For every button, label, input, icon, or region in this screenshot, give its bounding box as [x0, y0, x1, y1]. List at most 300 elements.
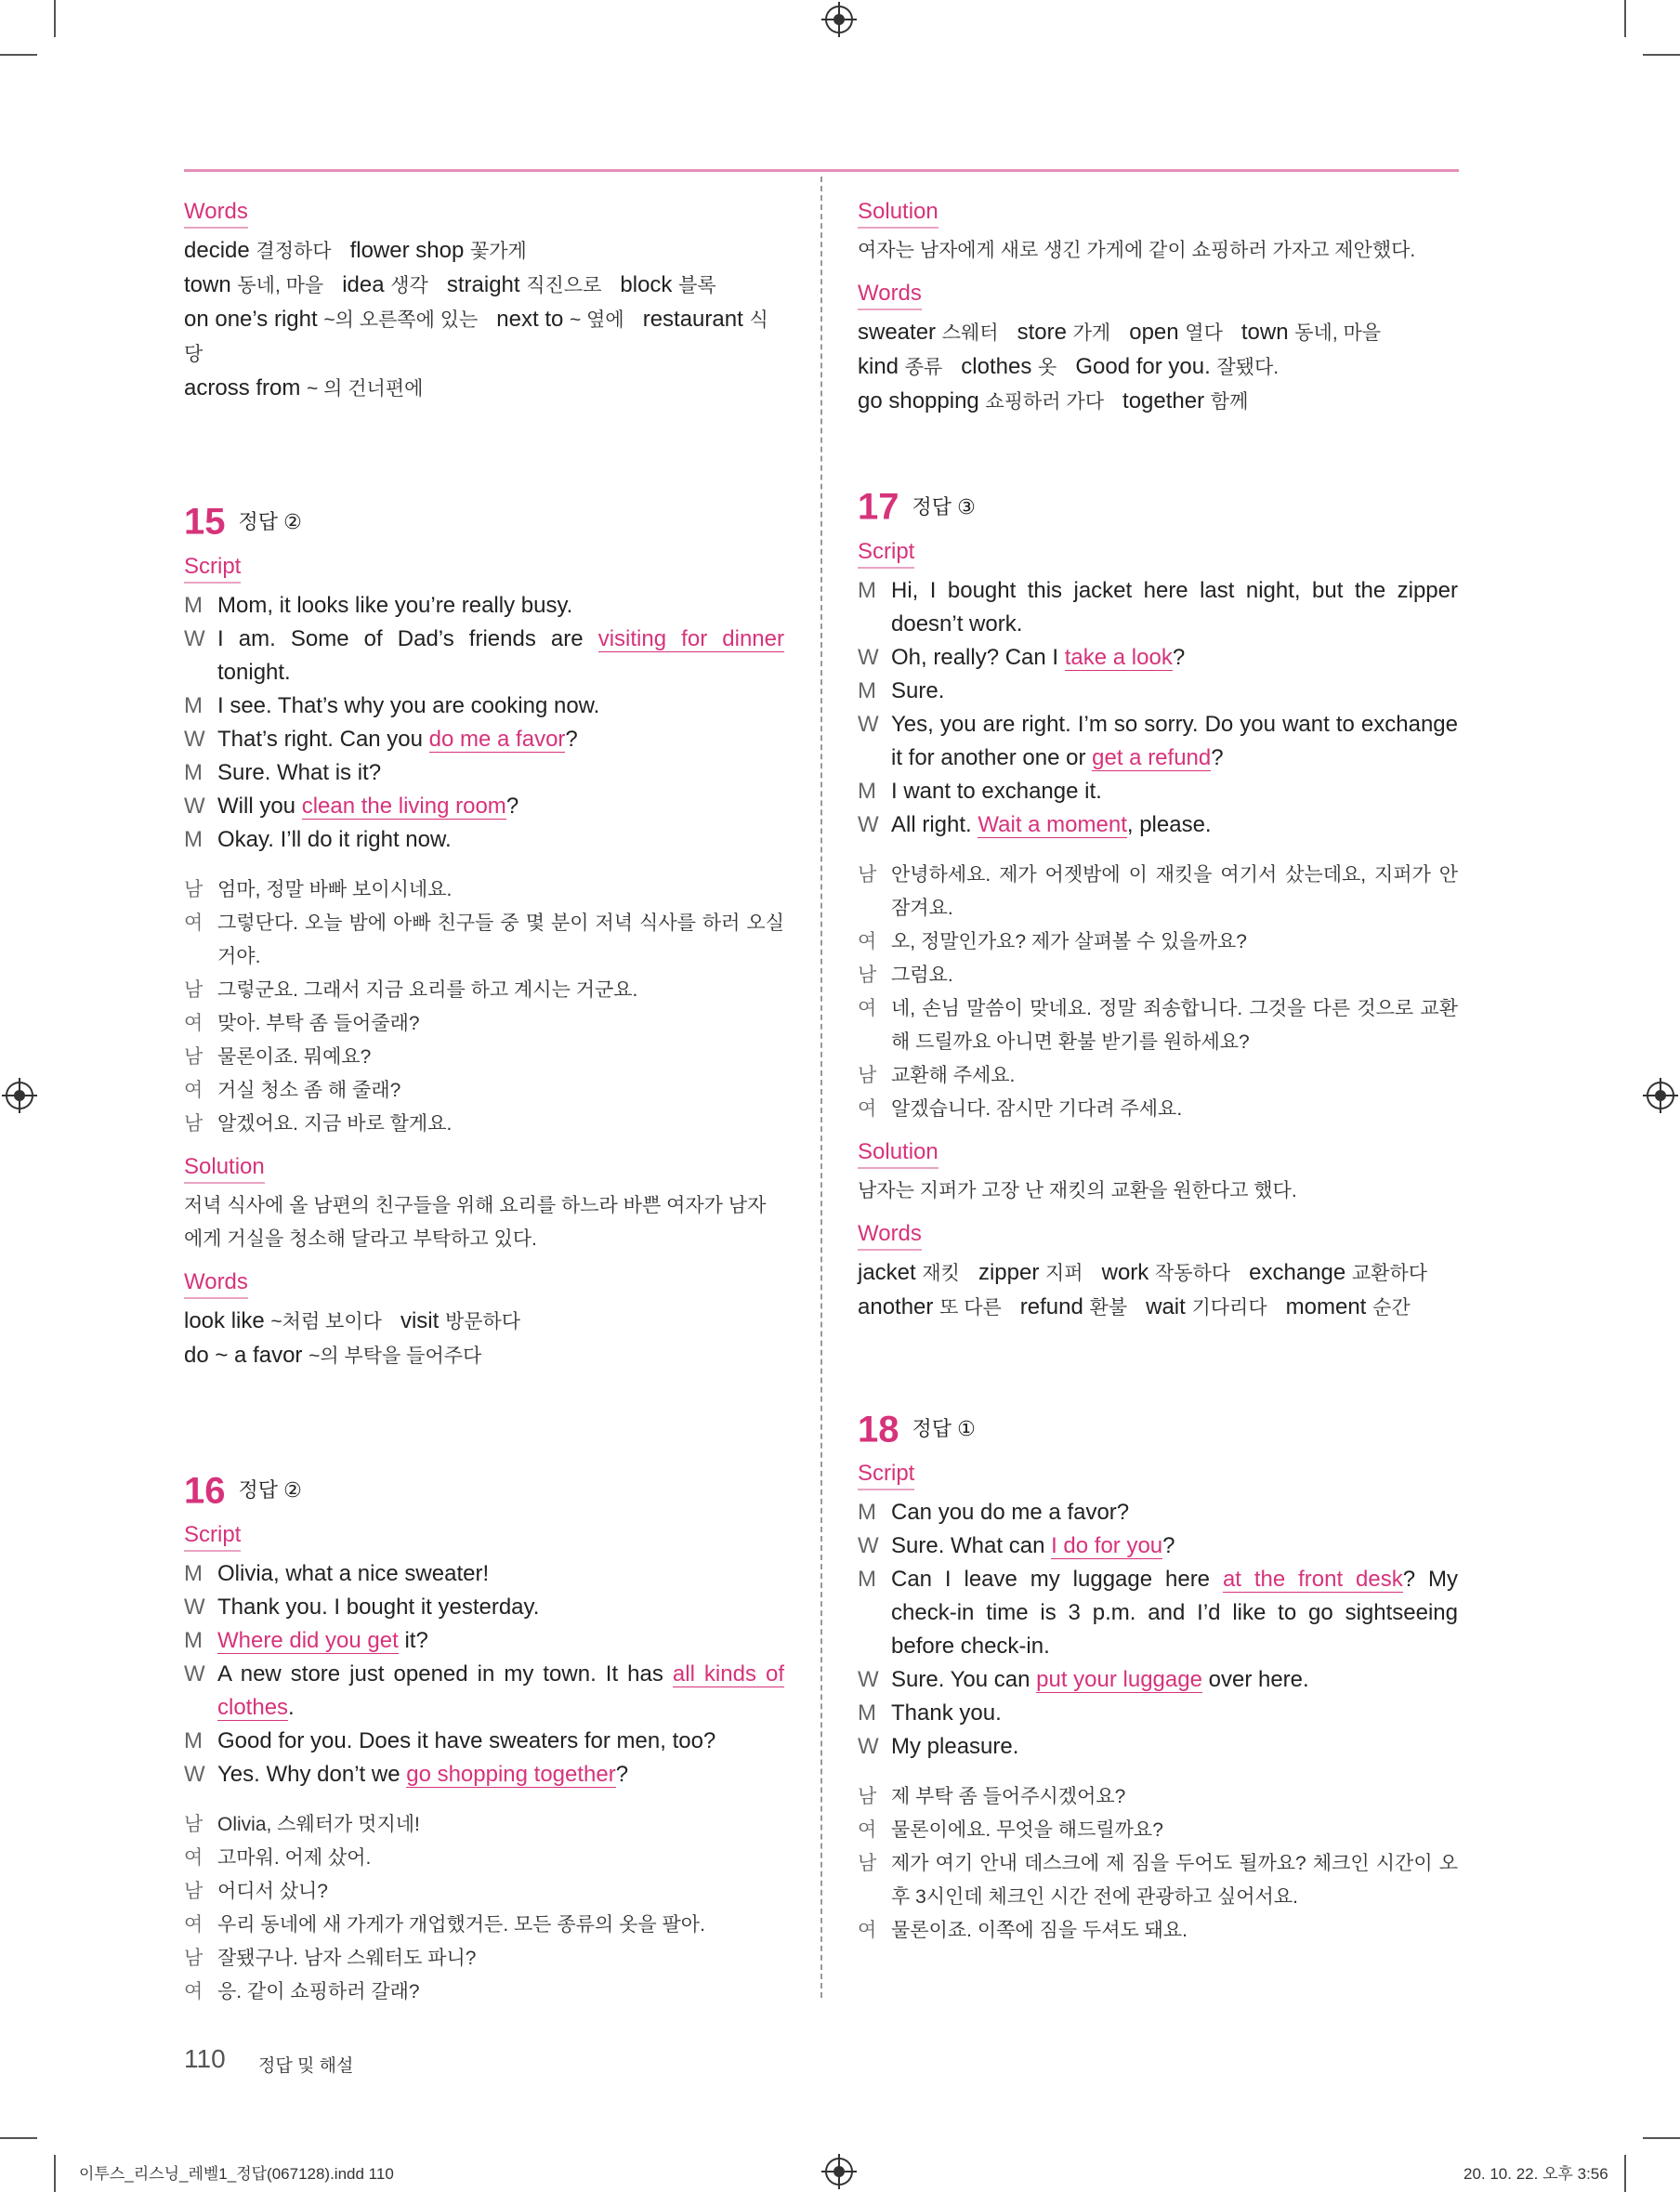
word-english: visit	[400, 1307, 440, 1333]
translation-text: 알겠습니다. 잠시만 기다려 주세요.	[891, 1097, 1183, 1120]
utterance-text: Will you	[217, 793, 302, 819]
word-korean: 방문하다	[444, 1310, 521, 1332]
utterance-text: I want to exchange it.	[891, 778, 1102, 804]
utterance	[217, 623, 784, 689]
utterance-text: Sure. You can	[891, 1667, 1037, 1693]
translation-line	[184, 1074, 784, 1108]
section-heading: Script	[858, 1459, 914, 1490]
words-section	[184, 186, 784, 406]
word-korean: ~의 부탁을 들어주다	[308, 1345, 482, 1367]
translation-line	[858, 1093, 1458, 1126]
script-line	[184, 1624, 784, 1658]
speaker-label: M	[184, 826, 203, 852]
answer-label: 정답 ③	[912, 494, 976, 518]
speaker-label: W	[184, 793, 205, 819]
word-korean: 생각	[390, 275, 428, 296]
speaker-label: W	[858, 1533, 879, 1559]
registration-mark-icon	[6, 1082, 33, 1109]
speaker-label: M	[184, 759, 203, 785]
word-english: next to	[496, 307, 564, 332]
utterance-text: Olivia, what a nice sweater!	[217, 1561, 490, 1587]
word-korean: 환불	[1089, 1296, 1128, 1319]
utterance-text: .	[288, 1695, 295, 1721]
script-line	[858, 1730, 1458, 1764]
page-number: 110	[184, 2044, 226, 2073]
utterance-text: A new store just opened in my town. It has	[217, 1661, 673, 1687]
speaker-label: 여	[184, 1914, 203, 1936]
word-korean: 순간	[1372, 1296, 1411, 1319]
word-korean: 가게	[1072, 322, 1111, 344]
speaker-label: M	[184, 692, 203, 718]
question-header	[858, 1409, 1458, 1450]
word-list	[858, 316, 1458, 419]
utterance-text: , please.	[1126, 811, 1212, 837]
word-korean: 옷	[1038, 357, 1057, 378]
column-divider	[820, 177, 822, 1998]
translation-dialogue	[184, 873, 784, 1141]
utterance	[217, 1624, 784, 1658]
word-english: restaurant	[642, 307, 743, 332]
translation-line	[858, 1914, 1458, 1948]
crop-mark	[0, 2137, 37, 2139]
speaker-label: W	[858, 811, 879, 837]
script-line	[184, 623, 784, 689]
translation-line	[858, 1059, 1458, 1093]
speaker-label: 남	[184, 1881, 203, 1903]
section-heading: Words	[858, 1219, 922, 1251]
speaker-label: W	[184, 1762, 205, 1788]
utterance	[217, 689, 784, 723]
key-phrase: all kinds of clothes	[217, 1661, 785, 1721]
translation-dialogue	[858, 1780, 1458, 1948]
word-list	[858, 1256, 1458, 1325]
word-korean: 잘됐다.	[1216, 357, 1280, 378]
speaker-label: M	[858, 577, 876, 603]
speaker-label: 남	[184, 978, 203, 1001]
translation-text: Olivia, 스웨터가 멋지네!	[217, 1814, 420, 1836]
speaker-label: 여	[184, 1847, 203, 1870]
speaker-label: 남	[858, 1064, 877, 1086]
word-english: work	[1101, 1259, 1149, 1285]
translation-line	[858, 1847, 1458, 1914]
section-heading: Script	[858, 537, 914, 569]
word-line	[184, 1339, 784, 1373]
utterance-text: Can you do me a favor?	[891, 1500, 1130, 1526]
speaker-label: 여	[184, 1012, 203, 1034]
speaker-label: 남	[184, 878, 203, 900]
word-korean: 쇼핑하러 가다	[985, 391, 1105, 413]
section-heading: Solution	[858, 197, 938, 229]
translation-text: 제 부탁 좀 들어주시겠어요?	[891, 1786, 1126, 1808]
right-column	[858, 186, 1458, 1948]
translation-line	[184, 1808, 784, 1842]
translation-text: 오, 정말인가요? 제가 살펴볼 수 있을까요?	[891, 930, 1247, 952]
speaker-label: W	[184, 1595, 205, 1621]
utterance-text: Yes. Why don’t we	[217, 1762, 407, 1788]
speaker-label: W	[858, 1734, 879, 1760]
translation-text: 엄마, 정말 바빠 보이시네요.	[217, 878, 453, 900]
translation-text: 네, 손님 말씀이 맞네요. 정말 죄송합니다. 그것을 다른 것으로 교환해 드릴까요 아니면 환불 받기를 원하세요?	[891, 997, 1458, 1053]
utterance-text: ?	[1172, 644, 1186, 670]
word-english: another	[858, 1293, 934, 1319]
translation-line	[184, 1975, 784, 2009]
word-english: across from	[184, 375, 301, 400]
utterance	[217, 1591, 784, 1624]
translation-line	[184, 1842, 784, 1875]
solution-text: 저녁 식사에 올 남편의 친구들을 위해 요리를 하느라 바쁜 여자가 남자에게 거실을 청소해 달라고 부탁하고 있다.	[184, 1194, 767, 1250]
footer-label: 정답 및 해설	[258, 2056, 354, 2076]
script-line	[858, 775, 1458, 808]
speaker-label: 남	[184, 1814, 203, 1836]
translation-text: 교환해 주세요.	[891, 1064, 1016, 1086]
utterance	[217, 823, 784, 857]
key-phrase: do me a favor	[428, 726, 566, 752]
registration-mark-icon	[825, 2158, 853, 2185]
key-phrase: clean the living room	[301, 793, 506, 819]
section-heading: Solution	[184, 1152, 265, 1184]
word-korean: 함께	[1210, 391, 1249, 413]
utterance	[217, 1758, 784, 1792]
utterance-text: Good for you. Does it have sweaters for men, too?	[217, 1728, 716, 1754]
utterance	[217, 1658, 784, 1725]
word-english: jacket	[858, 1259, 916, 1285]
script-line	[184, 1557, 784, 1591]
speaker-label: W	[184, 726, 205, 752]
question-number: 17	[858, 486, 899, 528]
utterance	[891, 1730, 1458, 1764]
print-slug-file: 이투스_리스닝_레벨1_정답(067128).indd 110	[79, 2165, 394, 2183]
word-english: idea	[342, 272, 385, 297]
script-line	[184, 1591, 784, 1624]
speaker-label: 여	[858, 1097, 877, 1120]
utterance-text: Oh, really? Can I	[891, 644, 1065, 670]
word-korean: 블록	[678, 275, 716, 296]
word-english: refund	[1019, 1293, 1083, 1319]
word-english: moment	[1285, 1293, 1367, 1319]
speaker-label: 여	[184, 1079, 203, 1101]
registration-mark-icon	[825, 6, 853, 33]
top-rule	[184, 169, 1459, 172]
key-phrase: I do for you	[1051, 1533, 1163, 1559]
word-line	[858, 350, 1458, 385]
script-line	[858, 641, 1458, 675]
script-line	[858, 1697, 1458, 1730]
utterance-text: Yes, you are right. I’m so sorry. Do you want to exchange it for another one or	[891, 711, 1458, 770]
utterance	[891, 775, 1458, 808]
key-phrase: visiting for dinner	[597, 625, 784, 651]
utterance	[891, 808, 1458, 842]
speaker-label: 여	[858, 1920, 877, 1942]
script-dialogue	[858, 574, 1458, 842]
word-line	[184, 234, 784, 269]
section-heading: Solution	[858, 1137, 938, 1169]
word-korean: 또 다른	[939, 1296, 1002, 1319]
utterance	[891, 1663, 1458, 1697]
speaker-label: W	[184, 625, 205, 651]
script-dialogue	[858, 1496, 1458, 1764]
script-line	[858, 708, 1458, 775]
section-heading: Script	[184, 552, 241, 584]
utterance-text: ?	[1162, 1533, 1175, 1559]
question-number: 15	[184, 501, 226, 543]
speaker-label: 남	[858, 863, 877, 886]
utterance-text: ?	[565, 726, 578, 752]
speaker-label: 남	[184, 1045, 203, 1068]
word-english: block	[620, 272, 673, 297]
translation-line	[184, 907, 784, 974]
translation-line	[858, 925, 1458, 959]
crop-mark	[54, 0, 56, 37]
translation-text: 안녕하세요. 제가 어젯밤에 이 재킷을 여기서 샀는데요, 지퍼가 안 잠겨요.	[891, 863, 1458, 919]
speaker-label: 남	[184, 1112, 203, 1135]
script-line	[858, 1563, 1458, 1663]
word-line	[858, 1291, 1458, 1325]
translation-line	[184, 1108, 784, 1141]
translation-text: 거실 청소 좀 해 줄래?	[217, 1079, 401, 1101]
key-phrase: get a refund	[1092, 744, 1212, 770]
utterance	[891, 708, 1458, 775]
word-korean: 종류	[904, 357, 943, 378]
word-english: do ~ a favor	[184, 1342, 303, 1368]
translation-dialogue	[184, 1808, 784, 2009]
script-line	[184, 689, 784, 723]
crop-mark	[1624, 0, 1626, 37]
section-heading: Script	[184, 1520, 241, 1552]
translation-line	[184, 1942, 784, 1975]
translation-line	[858, 1780, 1458, 1814]
utterance	[217, 1557, 784, 1591]
translation-text: 어디서 샀니?	[217, 1881, 328, 1903]
word-english: Good for you.	[1075, 354, 1211, 379]
speaker-label: M	[858, 677, 876, 703]
key-phrase: Where did you get	[217, 1628, 399, 1654]
translation-line	[858, 959, 1458, 992]
speaker-label: 남	[858, 964, 877, 986]
crop-mark	[0, 54, 37, 56]
script-line	[858, 1496, 1458, 1529]
speaker-label: 여	[184, 1981, 203, 2003]
utterance	[217, 723, 784, 756]
word-korean: 동네, 마을	[1294, 322, 1382, 344]
speaker-label: W	[858, 711, 879, 737]
translation-text: 알겠어요. 지금 바로 할게요.	[217, 1112, 453, 1135]
section-heading: Words	[184, 1267, 248, 1299]
question-header	[184, 1470, 784, 1512]
script-line	[184, 723, 784, 756]
utterance	[217, 790, 784, 823]
word-korean: ~ 옆에	[570, 309, 624, 331]
speaker-label: W	[858, 1667, 879, 1693]
utterance	[891, 1529, 1458, 1563]
translation-text: 응. 같이 쇼핑하러 갈래?	[217, 1981, 420, 2003]
speaker-label: 여	[858, 1819, 877, 1842]
utterance-text: ?	[505, 793, 519, 819]
solution-text: 남자는 지퍼가 고장 난 재킷의 교환을 원한다고 했다.	[858, 1179, 1297, 1201]
translation-text: 고마워. 어제 샀어.	[217, 1847, 372, 1870]
speaker-label: M	[184, 1561, 203, 1587]
utterance	[891, 1697, 1458, 1730]
solution-text: 여자는 남자에게 새로 생긴 가게에 같이 쇼핑하러 가자고 제안했다.	[858, 240, 1416, 261]
word-english: go shopping	[858, 388, 979, 413]
utterance-text: Sure.	[891, 677, 945, 703]
word-korean: 결정하다	[256, 241, 332, 262]
word-korean: 꽃가게	[469, 241, 527, 262]
speaker-label: M	[858, 1567, 876, 1593]
utterance-text: ?	[615, 1762, 629, 1788]
question-header	[184, 501, 784, 543]
speaker-label: 남	[184, 1948, 203, 1970]
word-line	[858, 316, 1458, 350]
crop-mark	[1624, 2155, 1626, 2192]
word-korean: 재킷	[922, 1262, 960, 1284]
translation-text: 제가 여기 안내 데스크에 제 짐을 두어도 될까요? 체크인 시간이 오후 3시인데 체크인 시간 전에 관광하고 싶어서요.	[891, 1853, 1458, 1909]
utterance-text: Sure. What is it?	[217, 759, 382, 785]
utterance-text: Thank you. I bought it yesterday.	[217, 1595, 540, 1621]
word-line	[184, 1305, 784, 1339]
script-line	[184, 823, 784, 857]
answer-label: 정답 ②	[238, 509, 302, 533]
translation-line	[184, 974, 784, 1007]
word-korean: ~ 의 건너편에	[307, 378, 424, 400]
word-line	[184, 269, 784, 303]
script-line	[184, 790, 784, 823]
utterance-text: I see. That’s why you are cooking now.	[217, 692, 600, 718]
script-dialogue	[184, 1557, 784, 1792]
speaker-label: 남	[858, 1853, 877, 1875]
word-english: on one’s right	[184, 307, 318, 332]
word-korean: 동네, 마을	[237, 275, 324, 296]
utterance	[891, 1563, 1458, 1663]
script-line	[858, 574, 1458, 641]
translation-line	[184, 873, 784, 907]
translation-dialogue	[858, 859, 1458, 1126]
utterance-text: Okay. I’ll do it right now.	[217, 826, 452, 852]
registration-mark-icon	[1647, 1082, 1674, 1109]
speaker-label: M	[184, 1728, 203, 1754]
translation-text: 물론이에요. 무엇을 해드릴까요?	[891, 1819, 1163, 1842]
translation-line	[184, 1909, 784, 1942]
key-phrase: go shopping together	[406, 1762, 616, 1788]
word-line	[858, 1256, 1458, 1291]
utterance-text: it?	[398, 1628, 428, 1654]
speaker-label: M	[858, 1700, 876, 1726]
translation-text: 그렇단다. 오늘 밤에 아빠 친구들 중 몇 분이 저녁 식사를 하러 오실 거야.	[217, 912, 784, 967]
word-korean: 지퍼	[1045, 1262, 1083, 1284]
utterance-text: Can I leave my luggage here	[891, 1567, 1223, 1593]
word-english: straight	[446, 272, 520, 297]
translation-text: 맞아. 부탁 좀 들어줄래?	[217, 1012, 420, 1034]
word-korean: 교환하다	[1351, 1262, 1428, 1284]
utterance-text: ?	[1211, 744, 1224, 770]
word-english: town	[1240, 320, 1289, 345]
question-number: 16	[184, 1470, 226, 1512]
utterance	[217, 1725, 784, 1758]
word-english: sweater	[858, 320, 937, 345]
word-korean: 식당	[184, 309, 768, 365]
speaker-label: M	[184, 1628, 203, 1654]
utterance	[891, 675, 1458, 708]
word-list	[184, 1305, 784, 1373]
utterance	[217, 589, 784, 623]
word-english: open	[1129, 320, 1179, 345]
speaker-label: M	[858, 778, 876, 804]
crop-mark	[54, 2155, 56, 2192]
word-korean: 직진으로	[526, 275, 602, 296]
key-phrase: at the front desk	[1222, 1567, 1403, 1593]
print-slug-date: 20. 10. 22. 오후 3:56	[1463, 2165, 1608, 2183]
word-korean: 스웨터	[941, 322, 999, 344]
word-korean: 작동하다	[1154, 1262, 1231, 1284]
translation-text: 물론이죠. 이쪽에 짐을 두셔도 돼요.	[891, 1920, 1188, 1942]
word-korean: 열다	[1185, 322, 1223, 344]
utterance-text: My pleasure.	[891, 1734, 1019, 1760]
utterance	[891, 641, 1458, 675]
question-header	[858, 486, 1458, 528]
word-line	[858, 385, 1458, 419]
utterance-text: Sure. What can	[891, 1533, 1052, 1559]
translation-line	[858, 992, 1458, 1059]
script-line	[184, 589, 784, 623]
utterance	[891, 1496, 1458, 1529]
word-korean: ~의 오른쪽에 있는	[323, 309, 479, 331]
word-english: clothes	[961, 354, 1032, 379]
utterance-text: tonight.	[217, 659, 291, 685]
speaker-label: 여	[858, 930, 877, 952]
speaker-label: 여	[858, 997, 877, 1019]
word-list	[184, 234, 784, 406]
utterance-text: Mom, it looks like you’re really busy.	[217, 592, 573, 618]
word-english: kind	[858, 354, 899, 379]
speaker-label: 남	[858, 1786, 877, 1808]
utterance-text: over here.	[1201, 1667, 1309, 1693]
script-line	[184, 756, 784, 790]
word-line	[184, 303, 784, 372]
speaker-label: 여	[184, 912, 203, 934]
section-heading: Words	[858, 279, 922, 310]
word-english: decide	[184, 238, 250, 263]
word-korean: 기다리다	[1191, 1296, 1267, 1319]
utterance-text: Thank you.	[891, 1700, 1002, 1726]
key-phrase: put your luggage	[1036, 1667, 1202, 1693]
translation-line	[858, 1814, 1458, 1847]
translation-line	[858, 859, 1458, 925]
word-korean: ~처럼 보이다	[270, 1310, 382, 1332]
word-english: town	[184, 272, 231, 297]
left-column	[184, 186, 784, 2009]
utterance	[217, 756, 784, 790]
word-english: zipper	[978, 1259, 1040, 1285]
script-line	[858, 808, 1458, 842]
word-line	[184, 372, 784, 406]
crop-mark	[1643, 54, 1680, 56]
answer-label: 정답 ②	[238, 1478, 302, 1503]
word-english: look like	[184, 1307, 265, 1333]
translation-line	[184, 1875, 784, 1909]
script-line	[858, 1529, 1458, 1563]
script-dialogue	[184, 589, 784, 857]
speaker-label: M	[858, 1500, 876, 1526]
script-line	[858, 675, 1458, 708]
word-english: together	[1122, 388, 1205, 413]
translation-text: 물론이죠. 뭐예요?	[217, 1045, 372, 1068]
script-line	[858, 1663, 1458, 1697]
translation-text: 그렇군요. 그래서 지금 요리를 하고 계시는 거군요.	[217, 978, 638, 1001]
word-english: store	[1017, 320, 1067, 345]
question-number: 18	[858, 1409, 899, 1450]
speaker-label: M	[184, 592, 203, 618]
utterance-text: All right.	[891, 811, 978, 837]
word-english: exchange	[1249, 1259, 1346, 1285]
